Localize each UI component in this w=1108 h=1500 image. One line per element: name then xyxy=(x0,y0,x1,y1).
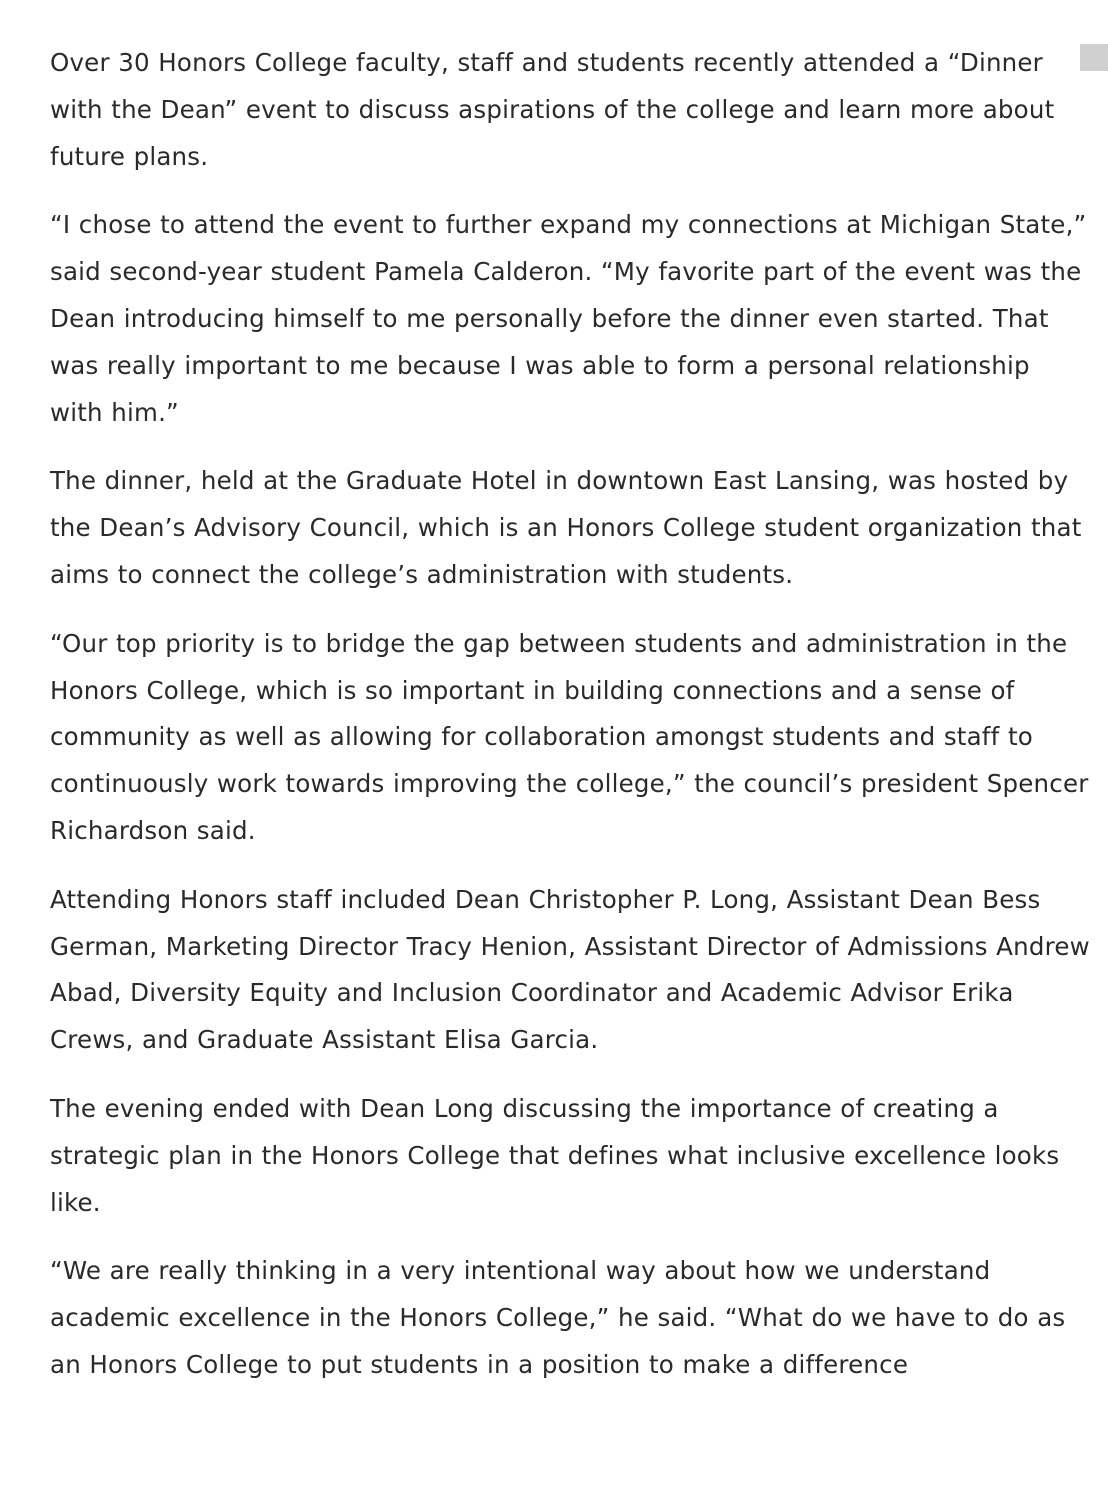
article-paragraph-7: “We are really thinking in a very intentional way about how we understand academic excellence in the Honors College,” he said. “What do we have to do as an Honors College to put students in a position to make a difference xyxy=(50,1256,1066,1379)
article-paragraph-5: Attending Honors staff included Dean Christopher P. Long, Assistant Dean Bess German, Marketing Director Tracy Henion, Assistant Director of Admissions Andrew Abad, Diversity Equity and Inclusion Coordinator and Academic Advisor Erika Crews, and Graduate Assistant Elisa Garcia. xyxy=(50,884,1090,1055)
article-body xyxy=(50,40,1090,1411)
article-paragraph-6: The evening ended with Dean Long discussing the importance of creating a strategic plan in the Honors College that defines what inclusive excellence looks like. xyxy=(50,1093,1060,1217)
article-paragraph-2: “I chose to attend the event to further expand my connections at Michigan State,” said second-year student Pamela Calderon. “My favorite part of the event was the Dean introducing himself to me personally before the dinner even started. That was really important to me because I was able to form a personal relationship with him.” xyxy=(50,210,1087,427)
article-paragraph-1: Over 30 Honors College faculty, staff and students recently attended a “Dinner with the Dean” event to discuss aspirations of the college and learn more about future plans. xyxy=(50,48,1055,171)
article-paragraph-3: The dinner, held at the Graduate Hotel in downtown East Lansing, was hosted by the Dean’s Advisory Council, which is an Honors College student organization that aims to connect the college’s administration with students. xyxy=(50,466,1082,589)
article-paragraph-4: “Our top priority is to bridge the gap between students and administration in the Honors College, which is so important in building connections and a sense of community as well as allowing for collaboration amongst students and staff to continuously work towards improving the college,” the council’s president Spencer Richardson said. xyxy=(50,628,1089,845)
